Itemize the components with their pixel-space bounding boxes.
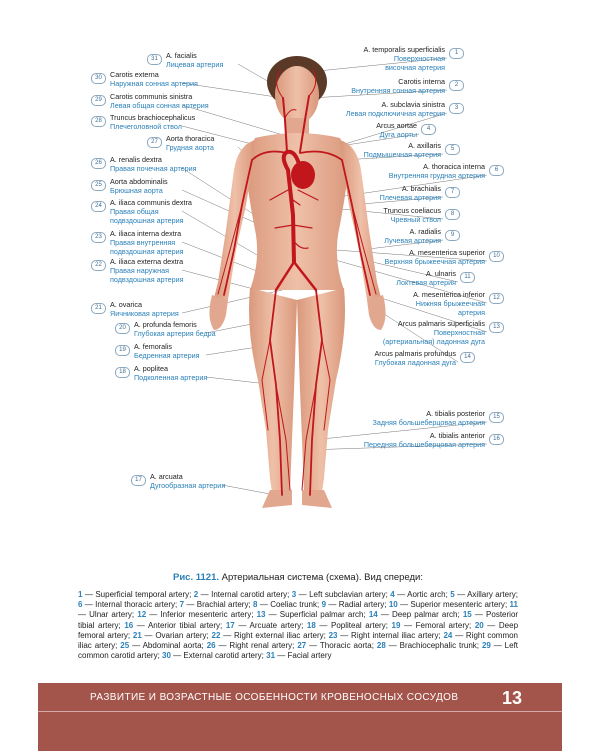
label-number-badge: 5	[445, 144, 460, 155]
artery-label	[110, 229, 184, 256]
legend-entry: Brachiocephalic trunk	[399, 641, 477, 651]
russian-name: Дуга аорты	[379, 130, 417, 139]
russian-name: Поверхностная	[433, 328, 485, 337]
artery-label	[110, 300, 179, 318]
legend-number: 7	[179, 600, 185, 610]
legend-number: 17	[225, 620, 235, 630]
latin-name: A. subclavia sinistra	[381, 100, 445, 109]
label-number-badge: 4	[421, 124, 436, 135]
label-number-badge: 24	[91, 201, 106, 212]
russian-name: Внутренняя сонная артерия	[351, 86, 445, 95]
russian-name: Правая наружная	[110, 266, 170, 275]
russian-name: Верхняя брыжеечная артерия	[384, 257, 485, 266]
left-foot	[302, 490, 332, 508]
russian-name: Задняя большеберцовая артерия	[372, 418, 485, 427]
legend-number: 23	[328, 630, 338, 640]
label-number-badge: 28	[91, 116, 106, 127]
russian-name: Правая внутренняя	[110, 238, 176, 247]
legend-entry: Arcuate artery	[249, 620, 302, 630]
legend-entry: Internal thoracic artery	[95, 600, 176, 610]
legend-entry: Right external iliac artery	[233, 630, 324, 640]
legend-entry: Aortic arch	[407, 590, 446, 599]
russian-name: Подмышечная артерия	[363, 150, 441, 159]
legend-entry: Deep palmar arch	[392, 610, 458, 620]
legend-number: 14	[368, 610, 378, 620]
heart	[291, 161, 315, 189]
russian-name: Внутренняя грудная артерия	[388, 171, 485, 180]
latin-name: Arcus palmaris profundus	[374, 349, 456, 358]
label-number-badge: 10	[489, 251, 504, 262]
latin-name: A. profunda femoris	[134, 320, 197, 329]
legend-entry: Popliteal artery	[331, 620, 386, 630]
russian-name: Локтевая артерия	[396, 278, 456, 287]
russian-name: Бедренная артерия	[134, 351, 200, 360]
russian-name: подвздошная артерия	[110, 275, 184, 284]
label-number-badge: 19	[115, 345, 130, 356]
artery-label	[396, 269, 456, 287]
right-arm	[214, 140, 255, 306]
russian-name: Глубокая артерия бедра	[134, 329, 216, 338]
legend-number: 27	[297, 641, 307, 651]
label-number-badge: 30	[91, 73, 106, 84]
label-number-badge: 29	[91, 95, 106, 106]
legend-entry: Ovarian artery	[155, 630, 207, 640]
body-silhouette	[209, 56, 385, 508]
label-number-badge: 12	[489, 293, 504, 304]
legend-number: 13	[256, 610, 266, 620]
artery-label	[110, 257, 184, 284]
artery-label	[351, 77, 445, 95]
russian-name: Подколенная артерия	[134, 373, 208, 382]
russian-name: подвздошная артерия	[110, 216, 184, 225]
artery-label	[110, 70, 198, 88]
artery-label	[110, 198, 192, 225]
artery-label	[134, 320, 216, 338]
artery-label	[134, 364, 207, 382]
latin-name: A. thoracica interna	[423, 162, 485, 171]
label-number-badge: 27	[147, 137, 162, 148]
artery-label	[413, 290, 485, 317]
legend-entry: Axillary artery	[467, 590, 516, 599]
label-number-badge: 25	[91, 180, 106, 191]
label-number-badge: 14	[460, 352, 475, 363]
legend-number: 9	[321, 600, 327, 610]
artery-label	[110, 113, 195, 131]
section-title: РАЗВИТИЕ И ВОЗРАСТНЫЕ ОСОБЕННОСТИ КРОВЕНОСНЫХ СОСУДОВ	[90, 692, 459, 703]
russian-name: Нижняя брыжеечная	[415, 299, 485, 308]
legend-entry: Left common carotid artery	[78, 641, 519, 661]
label-number-badge: 3	[449, 103, 464, 114]
legend-number: 18	[306, 620, 316, 630]
latin-name: A. ulnaris	[426, 269, 456, 278]
legend-entry: Ulnar artery	[89, 610, 132, 620]
latin-name: Truncus brachiocephalicus	[110, 113, 196, 122]
label-number-badge: 23	[91, 232, 106, 243]
artery-label	[110, 155, 197, 173]
label-number-badge: 11	[460, 272, 475, 283]
legend-number: 6	[78, 600, 83, 610]
legend-number: 2	[193, 590, 199, 599]
label-number-badge: 22	[91, 260, 106, 271]
legend-number: 12	[137, 610, 147, 620]
artery-label	[375, 349, 457, 367]
label-number-badge: 2	[449, 80, 464, 91]
caption-text: Артериальная система (схема). Вид спереди:	[219, 572, 423, 583]
artery-label	[384, 227, 441, 245]
left-arm	[340, 140, 381, 306]
latin-name: Carotis communis sinistra	[110, 92, 193, 101]
legend-entry: Inferior mesenteric artery	[160, 610, 252, 620]
label-number-badge: 21	[91, 303, 106, 314]
russian-name: Левая подключичная артерия	[345, 109, 445, 118]
artery-label	[389, 162, 485, 180]
latin-name: A. temporalis superficialis	[363, 45, 445, 54]
russian-name: Правая общая	[110, 207, 159, 216]
latin-name: A. iliaca interna dextra	[110, 229, 182, 238]
artery-label	[383, 319, 485, 346]
page-number: 13	[501, 688, 522, 708]
latin-name: A. tibialis anterior	[429, 431, 485, 440]
legend-entry: Abdominal aorta	[142, 641, 202, 651]
legend-number: 20	[474, 620, 484, 630]
legend-number: 26	[206, 641, 216, 651]
label-number-badge: 1	[449, 48, 464, 59]
artery-label	[110, 177, 168, 195]
label-number-badge: 17	[131, 475, 146, 486]
russian-name: Дугообразная артерия	[150, 481, 226, 490]
legend-number: 15	[462, 610, 472, 620]
latin-name: Carotis interna	[398, 77, 445, 86]
legend-entry: Right renal artery	[229, 641, 293, 651]
artery-label	[110, 92, 209, 110]
legend-entry: Right common iliac artery	[78, 630, 519, 651]
artery-label	[364, 141, 441, 159]
artery-label	[166, 51, 223, 69]
legend-number: 22	[211, 630, 221, 640]
legend-number: 21	[132, 630, 142, 640]
russian-name: височная артерия	[385, 63, 445, 72]
latin-name: Truncus coeliacus	[383, 206, 441, 215]
legend-number: 25	[120, 641, 130, 651]
artery-label	[166, 134, 214, 152]
russian-name: Чревный ствол	[390, 215, 441, 224]
artery-label	[385, 248, 485, 266]
legend-number: 29	[481, 641, 491, 651]
legend-entry: Right internal iliac artery	[351, 630, 439, 640]
latin-name: A. mesenterica superior	[409, 248, 485, 257]
label-number-badge: 13	[489, 322, 504, 333]
legend-number: 8	[253, 600, 258, 610]
footer-rule	[38, 711, 562, 712]
latin-name: A. iliaca communis dextra	[110, 198, 192, 207]
artery-label	[134, 342, 200, 360]
label-number-badge: 15	[489, 412, 504, 423]
russian-name: Плечевая артерия	[379, 193, 441, 202]
legend-number: 5	[450, 590, 455, 599]
latin-name: A. femoralis	[134, 342, 172, 351]
latin-name: A. ovarica	[110, 300, 142, 309]
label-number-badge: 18	[115, 367, 130, 378]
russian-name: Правая почечная артерия	[110, 164, 197, 173]
legend-number: 10	[388, 600, 398, 610]
russian-name: Наружная сонная артерия	[110, 79, 198, 88]
artery-label	[364, 45, 446, 72]
label-number-badge: 8	[445, 209, 460, 220]
legend-number: 3	[291, 590, 297, 599]
artery-label	[380, 184, 441, 202]
label-number-badge: 6	[489, 165, 504, 176]
legend-number: 19	[391, 620, 401, 630]
legend-number: 1	[78, 590, 83, 599]
latin-name: A. arcuata	[150, 472, 183, 481]
legend-entry: Facial artery	[287, 651, 332, 661]
artery-label	[383, 206, 441, 224]
russian-name: артерия	[458, 308, 485, 317]
russian-name: Глубокая ладонная дуга	[374, 358, 456, 367]
russian-name: Лучевая артерия	[384, 236, 441, 245]
legend-entry: Superficial palmar arch	[279, 610, 364, 620]
latin-name: A. radialis	[409, 227, 441, 236]
legend-number: 30	[162, 651, 171, 661]
latin-name: A. iliaca externa dextra	[110, 257, 184, 266]
label-number-badge: 20	[115, 323, 130, 334]
figure-caption	[78, 572, 518, 583]
latin-name: A. facialis	[166, 51, 197, 60]
legend-entry: Superior mesenteric artery	[410, 600, 505, 610]
legend-entry: Radial artery	[338, 600, 385, 610]
legend-number: 4	[390, 590, 395, 599]
latin-name: Carotis externa	[110, 70, 159, 79]
legend-number: 16	[124, 620, 134, 630]
russian-name: Плечеголовной ствол	[110, 122, 182, 131]
legend-entry: Coeliac trunk	[270, 600, 318, 610]
latin-name: Aorta abdominalis	[110, 177, 168, 186]
label-number-badge: 7	[445, 187, 460, 198]
label-number-badge: 26	[91, 158, 106, 169]
legend-entry: Posterior tibial artery	[78, 610, 519, 630]
russian-name: Лицевая артерия	[166, 60, 224, 69]
latin-name: Arcus aortae	[376, 121, 417, 130]
russian-name: подвздошная артерия	[110, 247, 184, 256]
latin-name: Aorta thoracica	[166, 134, 215, 143]
footer-band	[38, 683, 562, 751]
legend-entry: Anterior tibial artery	[147, 620, 221, 630]
latin-name: A. mesenterica inferior	[413, 290, 485, 299]
russian-name: (артериальная) ладонная дуга	[382, 337, 485, 346]
latin-name: A. poplitea	[134, 364, 168, 373]
russian-name: Яичниковая артерия	[110, 309, 179, 318]
figure-number: Рис. 1121.	[173, 572, 219, 583]
head	[275, 66, 319, 124]
russian-name: Брюшная аорта	[110, 186, 163, 195]
legend-entry: Internal carotid artery	[211, 590, 288, 599]
legend-entry: Brachial artery	[196, 600, 249, 610]
legend-entry: Thoracic aorta	[319, 641, 372, 651]
label-number-badge: 31	[147, 54, 162, 65]
russian-name: Передняя большеберцовая артерия	[363, 440, 485, 449]
legend-number: 24	[443, 630, 453, 640]
latin-name: A. axillaris	[408, 141, 441, 150]
latin-name: Arcus palmaris superficialis	[397, 319, 485, 328]
legend-number: 31	[266, 651, 276, 661]
label-number-badge: 16	[489, 434, 504, 445]
russian-name: Грудная аорта	[166, 143, 214, 152]
latin-name: A. brachialis	[401, 184, 441, 193]
right-foot	[262, 490, 292, 508]
figure-legend: 1 — Superficial temporal artery; 2 — Internal carotid artery; 3 — Left subclavian artery; 4 — Aortic arch; 5 — Axillary artery; 6 — Internal thoracic artery; 7 — Brachial artery; 8 — Coeliac trunk; 9 — Radial artery; 10 — Superior mesenteric artery; 11 — Ulnar artery; 12 — Inferior mesenteric artery; 13 — Superficial palmar arch; 14 — Deep palmar arch; 15 — Posterior tibial artery; 16 — Anterior tibial artery; 17 — Arcuate artery; 18 — Popliteal artery; 19 — Femoral artery; 20 — Deep femoral artery; 21 — Ovarian artery; 22 — Right external iliac artery; 23 — Right internal iliac artery; 24 — Right common iliac artery; 25 — Abdominal aorta; 26 — Right renal artery; 27 — Thoracic aorta; 28 — Brachiocephalic trunk; 29 — Left common carotid artery; 30 — External carotid artery; 31 — Facial artery	[78, 590, 519, 661]
artery-label	[150, 472, 225, 490]
legend-entry: Deep femoral artery	[78, 620, 519, 640]
legend-entry: Left subclavian artery	[309, 590, 386, 599]
russian-name: Поверхностная	[393, 54, 445, 63]
artery-label	[364, 431, 485, 449]
artery-label	[346, 100, 445, 118]
artery-label	[373, 409, 486, 427]
legend-number: 11	[509, 600, 518, 610]
latin-name: A. renalis dextra	[110, 155, 162, 164]
legend-entry: External carotid artery	[183, 651, 262, 661]
legend-number: 28	[376, 641, 386, 651]
russian-name: Левая общая сонная артерия	[110, 101, 209, 110]
latin-name: A. tibialis posterior	[426, 409, 485, 418]
legend-entry: Femoral artery	[415, 620, 469, 630]
artery-label	[376, 121, 417, 139]
legend-entry: Superficial temporal artery	[95, 590, 190, 599]
label-number-badge: 9	[445, 230, 460, 241]
